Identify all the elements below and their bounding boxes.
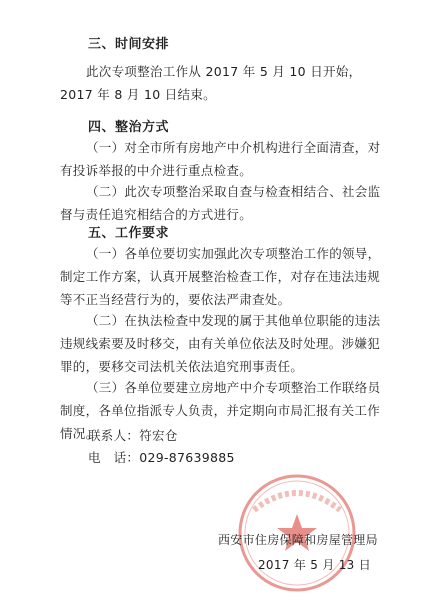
section-4-item-1: （一）对全市所有房地产中介机构进行全面清查，对有投诉举报的中介进行重点检查。: [60, 140, 381, 178]
section-3-heading: 三、时间安排: [88, 37, 170, 52]
section-4-item-2: （二）此次专项整治采取自查与检查相结合、社会监督与责任追究相结合的方式进行。: [60, 184, 381, 222]
signature-organization: 西安市住房保障和房屋管理局: [218, 533, 378, 547]
signature-date: 2017 年 5 月 13 日: [258, 558, 372, 572]
section-5-heading: 五、工作要求: [88, 226, 170, 241]
section-5-item-2: （二）在执法检查中发现的属于其他单位职能的违法违规线索要及时移交，由有关单位依法及时处理。涉嫌犯罪的，要移交司法机关依法追究刑事责任。: [60, 313, 381, 374]
contact-phone: 电 话：029-87639885: [88, 450, 235, 465]
section-5-item-1: （一）各单位要切实加强此次专项整治工作的领导，制定工作方案，认真开展整治检查工作，对存在违法违规等不正当经营行为的，要依法严肃查处。: [60, 246, 381, 307]
section-5-item-3: （三）各单位要建立房地产中介专项整治工作联络员制度，各单位指派专人负责，并定期向市局汇报有关工作情况。: [60, 380, 381, 441]
section-3-text: 此次专项整治工作从 2017 年 5 月 10 日开始，2017 年 8 月 10 日结束。: [60, 64, 362, 102]
section-4-heading: 四、整治方式: [88, 120, 170, 135]
contact-person: 联系人：符宏仓: [88, 428, 178, 443]
